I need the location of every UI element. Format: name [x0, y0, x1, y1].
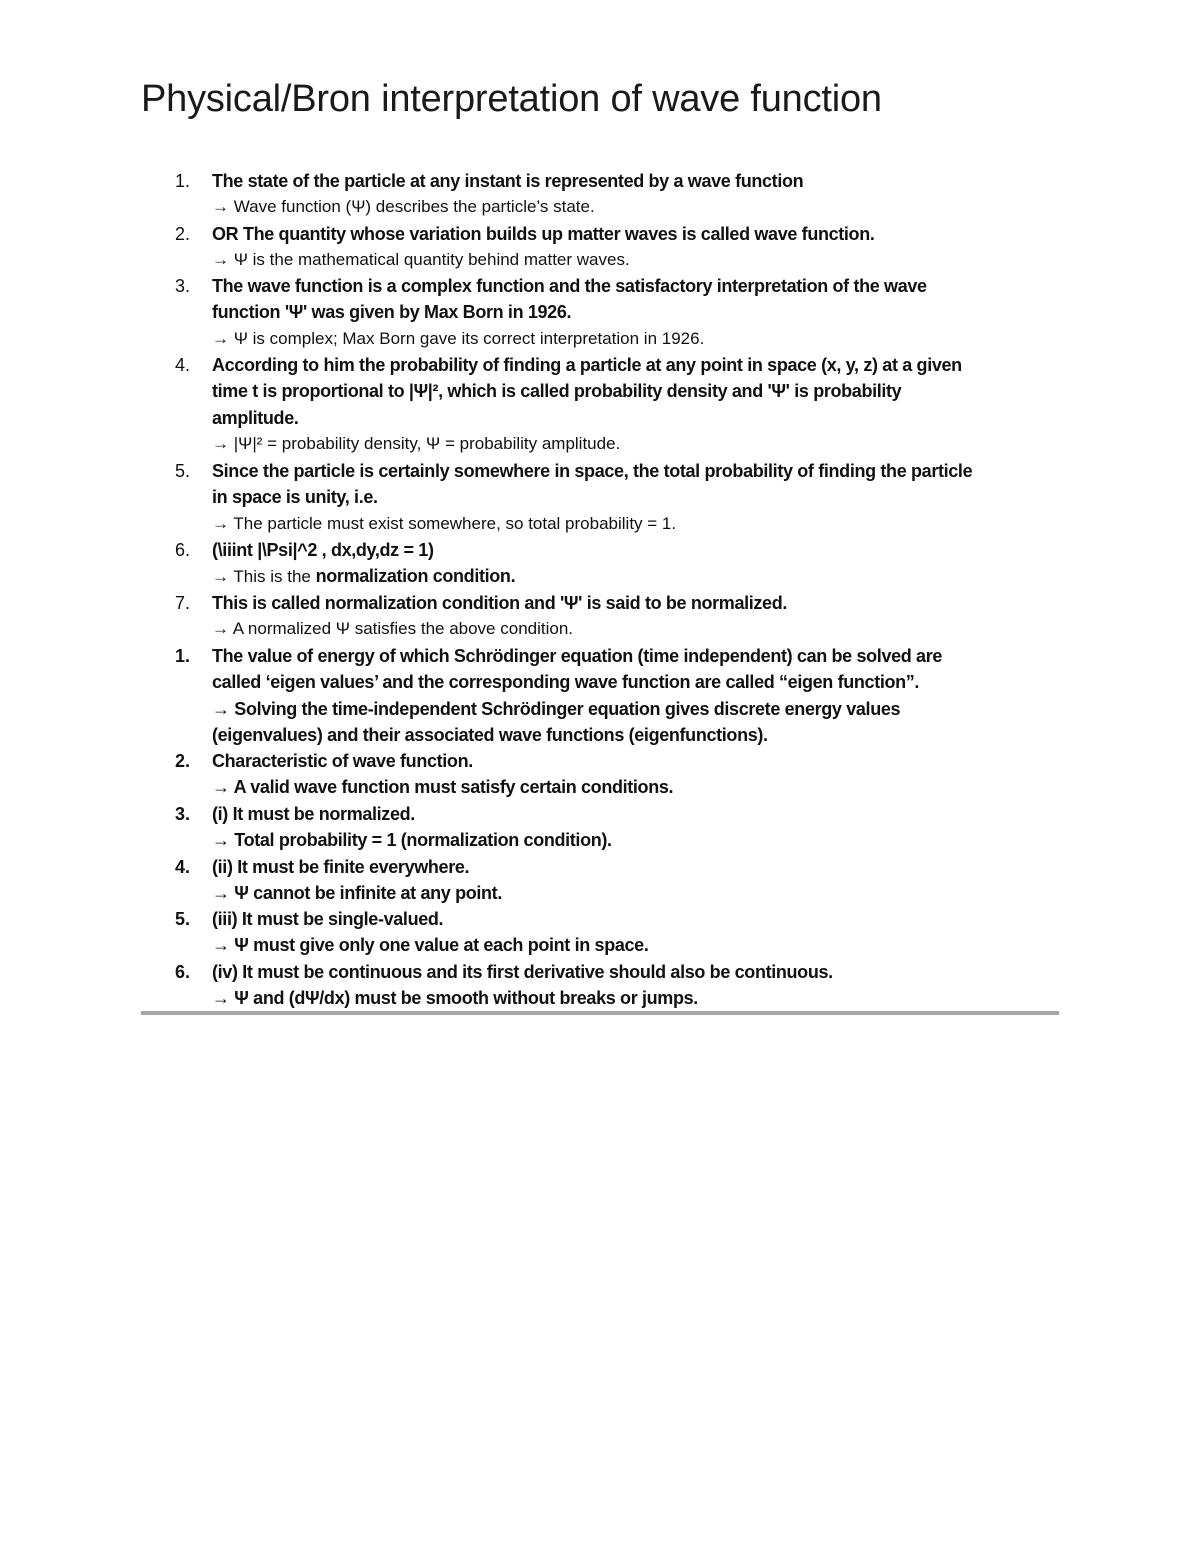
item-answer: → Ψ and (dΨ/dx) must be smooth without breaks or jumps. [212, 988, 698, 1009]
item-answer: → The particle must exist somewhere, so total probability = 1. [212, 513, 677, 533]
item-number: 1. [175, 171, 191, 191]
item-answer: → Ψ cannot be infinite at any point. [212, 883, 502, 904]
list-item [141, 352, 1061, 457]
horizontal-rule [141, 1011, 1059, 1015]
item-number: 3. [175, 804, 191, 824]
item-text: (iii) It must be single-valued. [212, 909, 444, 929]
list-item [141, 748, 1061, 801]
item-text: This is called normalization condition and 'Ψ' is said to be normalized. [212, 593, 788, 613]
list-item [141, 221, 1061, 274]
list-item [141, 854, 1061, 907]
item-text: The state of the particle at any instant is represented by a wave function [212, 171, 804, 191]
item-number: 2. [175, 224, 191, 244]
item-text: (iv) It must be continuous and its first derivative should also be continuous. [212, 962, 833, 982]
item-number: 2. [175, 751, 191, 771]
item-text: (i) It must be normalized. [212, 804, 415, 824]
item-number: 5. [175, 461, 191, 481]
item-number: 1. [175, 646, 191, 666]
item-text: amplitude. [212, 407, 299, 428]
list-item [141, 801, 1061, 854]
item-text: time t is proportional to |Ψ|², which is called probability density and 'Ψ' is probability [212, 381, 902, 402]
list-item [141, 168, 1061, 221]
item-answer: → A valid wave function must satisfy certain conditions. [212, 777, 674, 798]
item-answer: → Ψ must give only one value at each point in space. [212, 935, 649, 956]
item-answer: → Total probability = 1 (normalization condition). [212, 830, 612, 851]
answer-emphasis: normalization condition. [315, 566, 516, 587]
item-answer: → Ψ is complex; Max Born gave its correct interpretation in 1926. [212, 328, 705, 348]
item-answer: → Wave function (Ψ) describes the particle’s state. [212, 197, 595, 217]
item-number: 4. [175, 857, 191, 877]
item-answer: (eigenvalues) and their associated wave functions (eigenfunctions). [212, 724, 768, 745]
item-number: 6. [175, 962, 191, 982]
item-text: Since the particle is certainly somewhere in space, the total probability of finding the particle [212, 461, 973, 481]
item-number: 5. [175, 909, 191, 929]
item-answer: → Solving the time-independent Schrödinger equation gives discrete energy values [212, 698, 901, 719]
item-number: 6. [175, 540, 191, 560]
item-text: (\iiint |\Psi|^2 , dx,dy,dz = 1) [212, 540, 434, 560]
item-number: 7. [175, 593, 191, 613]
item-answer: → Ψ is the mathematical quantity behind matter waves. [212, 250, 630, 270]
item-text: in space is unity, i.e. [212, 487, 378, 508]
list-item [141, 273, 1061, 352]
list-item [141, 537, 1061, 591]
list-item [141, 959, 1061, 1012]
item-text: function 'Ψ' was given by Max Born in 1926. [212, 302, 572, 323]
item-answer [212, 563, 1061, 590]
item-text: Characteristic of wave function. [212, 751, 473, 771]
item-text: According to him the probability of finding a particle at any point in space (x, y, z) at a given [212, 355, 962, 375]
item-number: 4. [175, 355, 191, 375]
item-text: OR The quantity whose variation builds up matter waves is called wave function. [212, 224, 875, 244]
list-item [141, 906, 1061, 959]
item-answer: → A normalized Ψ satisfies the above condition. [212, 619, 574, 639]
item-number: 3. [175, 276, 191, 296]
item-text: (ii) It must be finite everywhere. [212, 857, 470, 877]
list-item [141, 643, 1061, 748]
list-item [141, 458, 1061, 537]
item-answer: → |Ψ|² = probability density, Ψ = probability amplitude. [212, 433, 621, 453]
item-text: The value of energy of which Schrödinger equation (time independent) can be solved are [212, 646, 943, 666]
answer-prefix: → This is the [212, 567, 316, 587]
item-text: called ‘eigen values’ and the corresponding wave function are called “eigen function”. [212, 672, 920, 693]
page-title: Physical/Bron interpretation of wave function [141, 78, 882, 120]
item-text: The wave function is a complex function and the satisfactory interpretation of the wave [212, 276, 927, 296]
list-item [141, 590, 1061, 643]
